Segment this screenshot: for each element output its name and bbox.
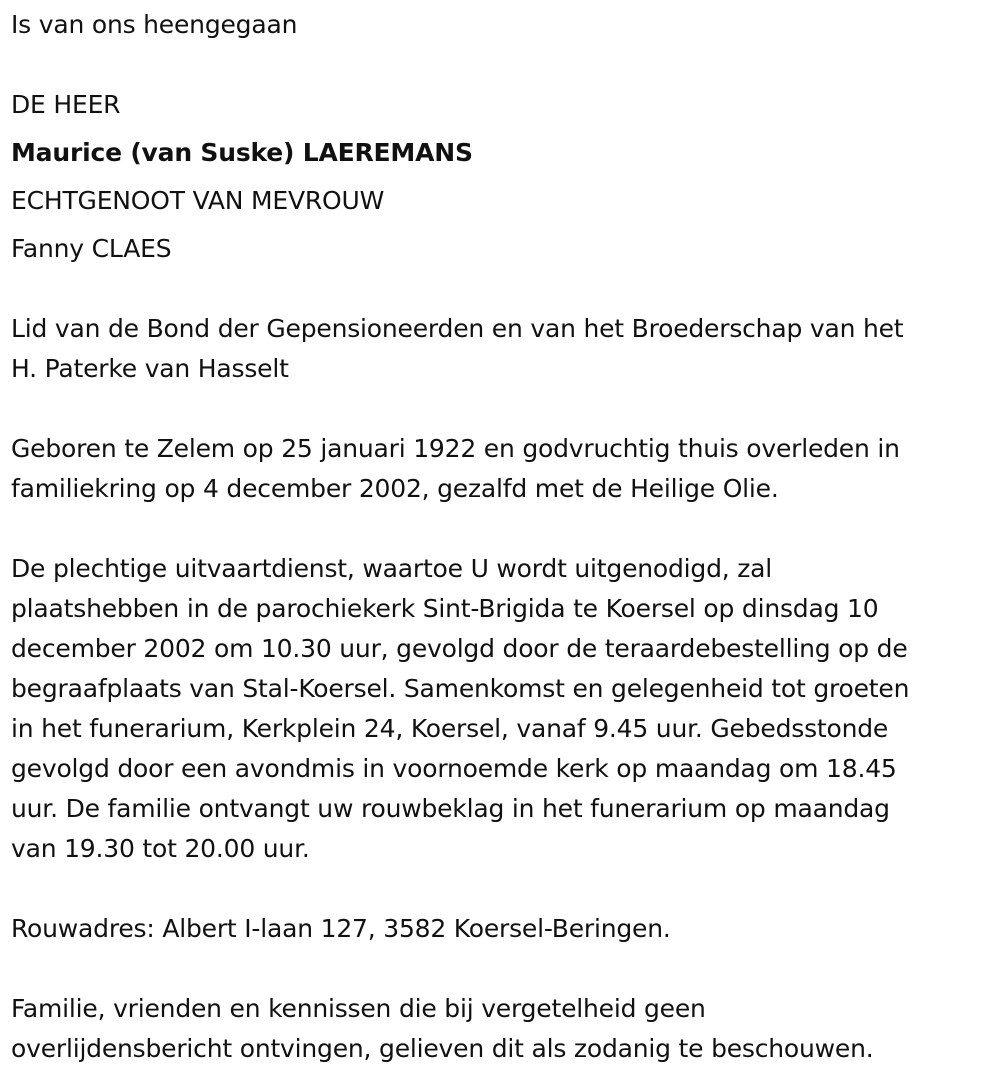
- paragraph-line: december 2002 om 10.30 uur, gevolgd door de teraardebestelling op de: [11, 634, 908, 663]
- paragraph-line: familiekring op 4 december 2002, gezalfd met de Heilige Olie.: [11, 474, 779, 503]
- paragraph-line: begraafplaats van Stal-Koersel. Samenkomst en gelegenheid tot groeten: [11, 674, 910, 703]
- paragraph-line: overlijdensbericht ontvingen, gelieven dit als zodanig te beschouwen.: [11, 1034, 874, 1063]
- intro-text: Is van ons heengegaan: [11, 10, 298, 39]
- birth-death-paragraph: [11, 429, 900, 509]
- funeral-service-paragraph: [11, 549, 909, 869]
- mourning-address: Rouwadres: Albert I-laan 127, 3582 Koersel-Beringen.: [11, 914, 671, 943]
- closing-paragraph: [11, 989, 874, 1069]
- paragraph-line: plaatshebben in de parochiekerk Sint-Brigida te Koersel op dinsdag 10: [11, 594, 879, 623]
- paragraph-line: Familie, vrienden en kennissen die bij vergetelheid geen: [11, 994, 706, 1023]
- paragraph-line: gevolgd door een avondmis in voornoemde kerk op maandag om 18.45: [11, 754, 897, 783]
- membership-paragraph: [11, 309, 903, 389]
- spouse-label: ECHTGENOOT VAN MEVROUW: [11, 186, 385, 215]
- paragraph-line: Geboren te Zelem op 25 januari 1922 en godvruchtig thuis overleden in: [11, 434, 900, 463]
- paragraph-line: van 19.30 tot 20.00 uur.: [11, 834, 310, 863]
- paragraph-line: in het funerarium, Kerkplein 24, Koersel, vanaf 9.45 uur. Gebedsstonde: [11, 714, 889, 743]
- paragraph-line: Lid van de Bond der Gepensioneerden en van het Broederschap van het: [11, 314, 904, 343]
- spouse-name: Fanny CLAES: [11, 234, 172, 263]
- paragraph-line: De plechtige uitvaartdienst, waartoe U wordt uitgenodigd, zal: [11, 554, 773, 583]
- deceased-name: Maurice (van Suske) LAEREMANS: [11, 138, 473, 167]
- paragraph-line: H. Paterke van Hasselt: [11, 354, 289, 383]
- honorific-title: DE HEER: [11, 90, 121, 119]
- paragraph-line: uur. De familie ontvangt uw rouwbeklag in het funerarium op maandag: [11, 794, 890, 823]
